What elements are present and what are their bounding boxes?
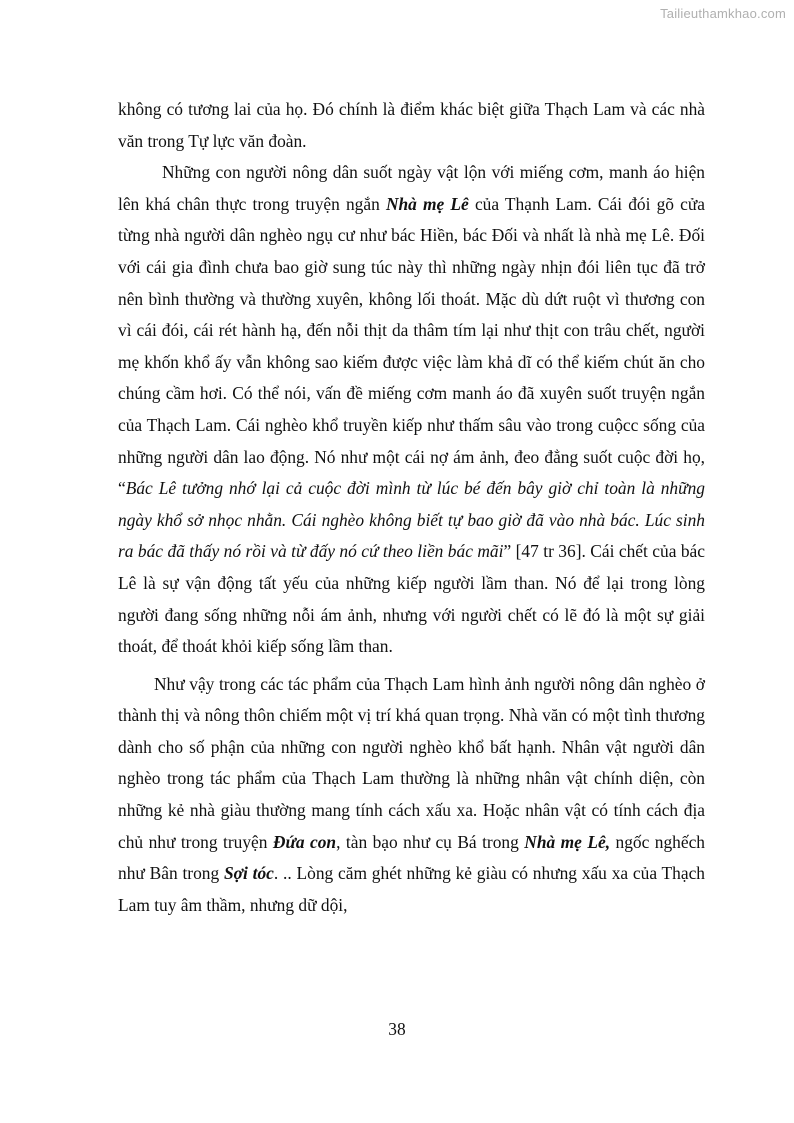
paragraph-3-text-b: , tàn bạo như cụ Bá trong	[336, 831, 525, 852]
work-title-nha-me-le-2: Nhà mẹ Lê,	[524, 831, 611, 852]
work-title-dua-con: Đứa con	[272, 831, 337, 852]
watermark: Tailieuthamkhao.com	[660, 6, 786, 21]
paragraph-3-text-a: Như vậy trong các tác phẩm của Thạch Lam hình ảnh người nông dân nghèo ở thành thị và nông thôn chiếm một vị trí khá quan trọng. Nhà văn có một tình thương dành cho số phận của những con người nghèo khổ bất hạnh. Nhân vật người dân nghèo trong tác phẩm của Thạch Lam thường là những nhân vật chính diện, còn những kẻ nhà giàu thường mang tính cách xấu xa. Hoặc nhân vật có tính cách địa chủ như trong truyện	[118, 673, 705, 852]
paragraph-2-text-b: của Thạnh Lam. Cái đói gõ cửa từng nhà người dân nghèo ngụ cư như bác Hiền, bác Đối và nhất là nhà mẹ Lê. Đối với cái gia đình chưa bao giờ sung túc này thì những ngày nhịn đói liên tục đã trở nên bình thường và thường xuyên, không lối thoát. Mặc dù dứt ruột vì thương con vì cái đói, cái rét hành hạ, đến nỗi thịt da thâm tím lại như thịt con trâu chết, người mẹ khốn khổ ấy vẫn không sao kiếm được việc làm khả dĩ có thể kiếm chút ăn cho chúng cầm hơi. Có thể nói, vấn đề miếng cơm manh áo đã xuyên suốt truyện ngắn của Thạch Lam. Cái nghèo khổ truyền kiếp như thấm sâu vào trong cuộcc sống của những người dân lao động. Nó như một cái nợ ám ảnh, đeo đẳng suốt cuộc đời họ, “	[118, 193, 705, 499]
page-number: 38	[388, 1019, 406, 1039]
paragraph-3-text-c: ngốc nghếch như Bân trong	[118, 831, 705, 884]
paragraph-2	[118, 157, 705, 663]
paragraph-3-text-d: . .. Lòng căm ghét những kẻ giàu có nhưng xấu xa của Thạch Lam tuy âm thầm, nhưng dữ dội,	[118, 863, 705, 915]
paragraph-1-text: không có tương lai của họ. Đó chính là điểm khác biệt giữa Thạch Lam và các nhà văn trong Tự lực văn đoàn.	[118, 99, 705, 151]
document-body	[118, 94, 705, 921]
work-title-soi-toc: Sợi tóc	[223, 863, 274, 884]
paragraph-2-text-c: ” [47 tr 36]. Cái chết của bác Lê là sự vận động tất yếu của những kiếp người lầm than. Nó để lại trong lòng người đang sống những nỗi ám ảnh, nhưng với người chết có lẽ đó là một sự giải thoát, để thoát khỏi kiếp sống lầm than.	[118, 541, 705, 657]
paragraph-3	[118, 669, 705, 922]
quotation: Bác Lê tưởng nhớ lại cả cuộc đời mình từ lúc bé đến bây giờ chỉ toàn là những ngày khổ sở nhọc nhằn. Cái nghèo không biết tự bao giờ đã vào nhà bác. Lúc sinh ra bác đã thấy nó rồi và từ đấy nó cứ theo liền bác mãi	[118, 478, 705, 562]
paragraph-1	[118, 94, 705, 157]
paragraph-2-text-a: Những con người nông dân suốt ngày vật lộn với miếng cơm, manh áo hiện lên khá chân thực trong truyện ngắn	[118, 162, 705, 214]
work-title-nha-me-le: Nhà mẹ Lê	[385, 193, 469, 214]
